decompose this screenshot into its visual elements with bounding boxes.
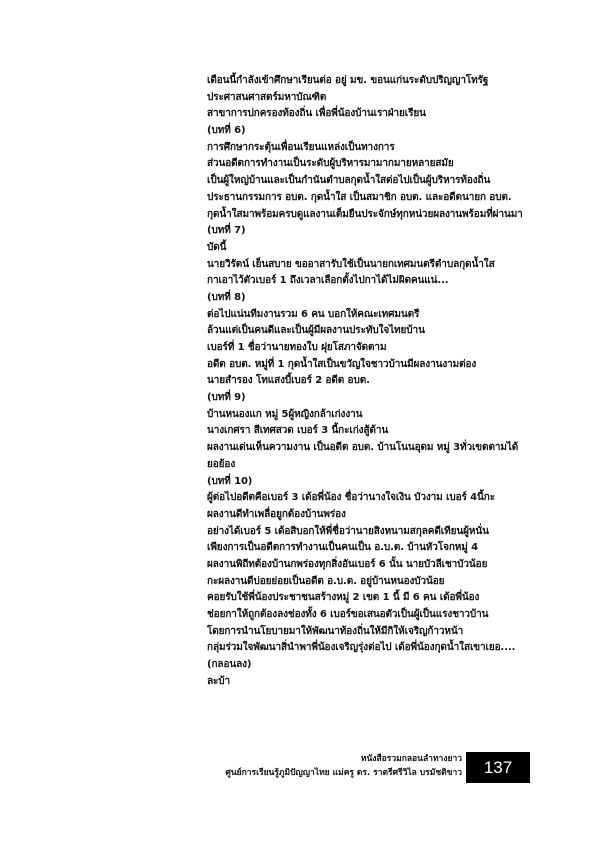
text-line: คอยรับใช้พี่น้องประชาชนสร้างหมู่ 2 เขต 1 นี้ มี 6 คน เด้อพี่น้อง (207, 592, 480, 604)
text-line: กาเอาไว้ตัวเบอร์ 1 ถึงเวลาเลือกตั้งไปกาได้ไม่ผิดคนแน่... (207, 275, 449, 287)
text-line: เดือนนี้กำลังเข้าศึกษาเรียนต่อ อยู่ มข. ขอนแก่นระดับปริญญาโทรัฐ (207, 75, 489, 86)
text-line: กุดน้ำใสมาพร้อมครบดูแลงานเต็มยืนประจักษ์ทุกหน่วยผลงานพร้อมที่ผ่านมา (207, 208, 523, 220)
text-line: (กลอนลง) (207, 659, 252, 671)
lyric-text-block (207, 73, 527, 690)
text-line: ผลงานพิถีทต้องบ้านกพร่องทุกสิ่งอันเบอร์ 6 นั้น นายบัวลีเชาบัวน้อย (207, 558, 488, 570)
text-line: โดยการนำนโยบายมาให้พัฒนาท้องถิ่นให้มีกิให้เจริญก้าวหน้า (207, 625, 464, 637)
text-line: นายสำรอง โทแสงบี้เบอร์ 2 อดีต อบต. (207, 375, 370, 387)
text-line: ประธานกรรมการ อบต. กุดน้ำใส เป็นสมาชิก อบต. และอดีตนายก อบต. (207, 191, 512, 203)
text-line: สาขาการปกครองท้องถิ่น เพื่อพี่น้องบ้านเราฝ่ายเรียน (207, 108, 426, 120)
text-line: (บทที่ 6) (207, 125, 246, 137)
text-line: ผลงานดีทำเพลื่อยูกต้องบ้านพร่อง (207, 508, 346, 520)
page-number: 137 (483, 757, 513, 777)
text-line: บัดนี้ (207, 241, 227, 253)
text-line: เบอร์ที่ 1 ชื่อว่านายทองใบ ฝุยโสภาจัดตาม (207, 342, 387, 353)
text-line: ยอย้อง (207, 458, 236, 470)
footer-caption (225, 752, 462, 780)
text-line: นางเกศรา สีเทศสวด เบอร์ 3 นี้กะเก่งสู้ด้าน (207, 425, 389, 437)
text-line: (บทที่ 10) (207, 475, 253, 487)
text-line: (บทที่ 8) (207, 291, 246, 303)
page-number-box (466, 752, 530, 783)
text-line: ต่อไปแน่นทีมงานรวม 6 คน บอกให้คณะเทศมนตรี (207, 308, 420, 320)
text-line: (บทที่ 9) (207, 392, 246, 404)
text-line: บ้านหนองแก หมู่ 5ผู้หญิงกล้าเก่งงาน (207, 408, 363, 420)
text-line: ละบ้า (207, 675, 231, 687)
book-title-caption: หนังสือรวมกลอนลำทางยาว (360, 754, 462, 764)
text-line: เป็นผู้ใหญ่บ้านและเป็นกำนันตำบลกุดน้ำใสต่อไปเป็นผู้บริหารท้องถิ่น (207, 175, 491, 187)
text-line: กลุ่มร่วมใจพัฒนาสิ่นำพาพี่น้องเจริญรุ่งต่อไป เด้อพี่น้องกุดน้ำใสเขาเยอ.... (207, 642, 516, 654)
text-line: ผู้ต่อไปอดีตคือเบอร์ 3 เด้อพี่น้อง ชื่อว่านางใจเงิน บัวงาม เบอร์ 4นี้กะ (207, 492, 496, 504)
text-line: อดีต อบต. หมู่ที่ 1 กุดน้ำใสเป็นขวัญใจชาวบ้านมีผลงานงามต่อง (207, 358, 477, 370)
text-line: (บทที่ 7) (207, 225, 246, 237)
text-line: ล้วนแต่เป็นคนดีและเป็นผู้มีผลงานประทับใจไทยบ้าน (207, 325, 425, 337)
text-line: ส่วนอดีตการทำงานเป็นระดับผู้บริหารมามากมายหลายสมัย (207, 158, 454, 170)
text-line: นายวิรัตน์ เย็นสบาย ขออาสารับใช้เป็นนายกเทศมนตรีตำบลกุดน้ำใส (207, 258, 495, 270)
text-line: ประศาสนศาสตร์มหาบัณฑิต (207, 91, 327, 103)
text-line: ผลงานเด่นเห็นความงาน เป็นอดีต อบต. บ้านโนนอุดม หมู่ 3ทั่วเขตตามได้ (207, 442, 519, 454)
text-line: การศึกษากระตุ้นเพื่อนเรียนแหล่งเป็นทางการ (207, 141, 395, 153)
text-line: กะผลงานดีบ่อยย่อยเป็นอดีต อ.บ.ต. อยู่บ้านหนองบัวน้อย (207, 575, 445, 587)
text-line: เพียงการเป็นอดีตการทำงานเป็นคนเป็น อ.บ.ต. บ้านหัวโจกหมู่ 4 (207, 542, 479, 554)
text-line: อย่างได้เบอร์ 5 เด้อสิบอกให้พี่ชื่อว่านายสิงหนามสกุลคดีเทียนผู้หนั่น (207, 525, 489, 537)
text-line: ช่อยกาให้ถูกต้องลงช่องทั้ง 6 เบอร์ขอเสนอตัวเป็นผู้เป็นแรงชาวบ้าน (207, 609, 489, 620)
learning-center-caption: ศูนย์การเรียนรู้ภูมิปัญญาไทย แม่ครู ดร. ราตรีศรีวิไล บรมัชติขาว (225, 768, 462, 778)
